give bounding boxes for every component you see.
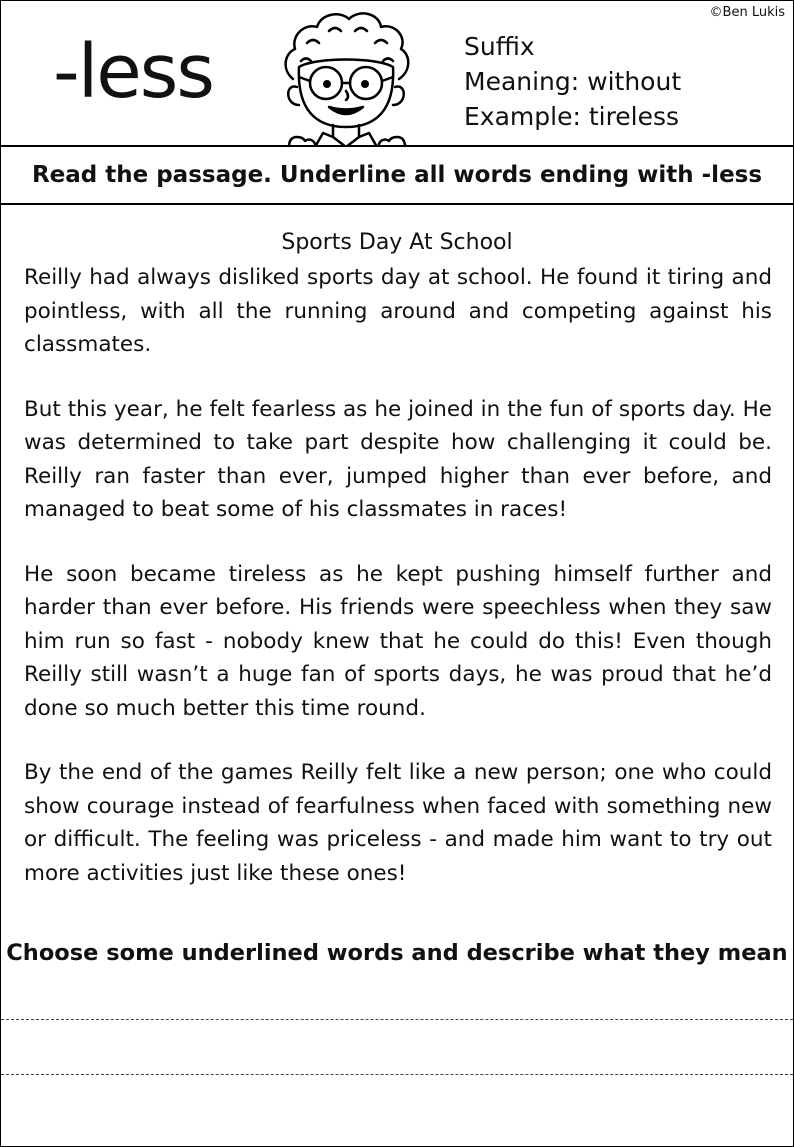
copyright-text: ©Ben Lukis bbox=[709, 5, 785, 20]
passage-paragraph: By the end of the games Reilly felt like a new person; one who could show courage instead of fearfulness when faced with something new or difficult. The feeling was priceless - and made him want to try out more activities just like these ones! bbox=[24, 760, 772, 886]
suffix-title: -less bbox=[53, 29, 213, 115]
header bbox=[1, 1, 793, 147]
writing-prompt: Choose some underlined words and describe what they mean bbox=[6, 940, 788, 966]
passage bbox=[24, 261, 772, 921]
suffix-type: Suffix bbox=[464, 32, 535, 61]
passage-title: Sports Day At School bbox=[281, 230, 513, 255]
suffix-details bbox=[464, 29, 681, 134]
instruction-band bbox=[1, 147, 793, 205]
passage-paragraph: Reilly had always disliked sports day at school. He found it tiring and pointless, with all the running around and competing against his classmates. bbox=[24, 265, 772, 357]
boy-illustration-icon bbox=[271, 9, 421, 147]
writing-line[interactable] bbox=[1, 1074, 793, 1075]
passage-paragraph: He soon became tireless as he kept pushing himself further and harder than ever before. His friends were speechless when they saw him run so fast - nobody knew that he could do this! Even though Reilly still wasn’t a huge fan of sports days, he was proud that he’d done so much better this time round. bbox=[24, 561, 772, 721]
instruction-text: Read the passage. Underline all words ending with -less bbox=[31, 162, 763, 188]
writing-line[interactable] bbox=[1, 1019, 793, 1020]
passage-paragraph: But this year, he felt fearless as he joined in the fun of sports day. He was determined to take part despite how challenging it could be. Reilly ran faster than ever, jumped higher than ever before, and managed to beat some of his classmates in races! bbox=[24, 396, 772, 522]
suffix-example: Example: tireless bbox=[464, 102, 680, 131]
suffix-meaning: Meaning: without bbox=[464, 67, 682, 96]
